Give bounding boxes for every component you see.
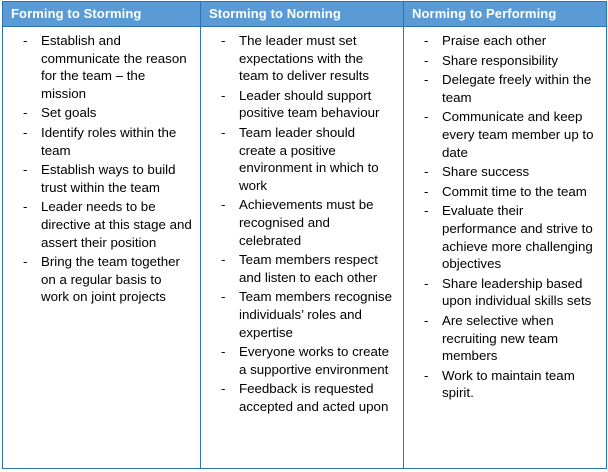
- list-item: [406, 108, 602, 161]
- bullet-marker: -: [23, 162, 28, 178]
- bullet-marker: -: [424, 33, 429, 48]
- list-item-text: Achievements must be recognised and celebrated: [239, 197, 374, 248]
- list-item: [5, 104, 196, 122]
- column-header-norming-to-performing: Norming to Performing: [404, 2, 607, 27]
- table-header-row: [3, 2, 607, 27]
- list-item-text: Bring the team together on a regular basis to work on joint projects: [41, 254, 180, 305]
- bullet-marker: -: [23, 33, 28, 48]
- list-item: [406, 71, 602, 106]
- team-development-matrix: [0, 1, 608, 472]
- list-item: [203, 343, 399, 378]
- bullet-marker: -: [424, 275, 429, 291]
- bullet-marker: -: [424, 203, 429, 219]
- bullet-marker: -: [221, 124, 226, 140]
- list-item-text: The leader must set expectations with the team to deliver results: [239, 33, 370, 84]
- bullet-marker: -: [221, 197, 226, 213]
- list-item: [203, 32, 399, 85]
- list-item: [5, 198, 196, 251]
- list-item: [203, 380, 399, 415]
- bullet-marker: -: [221, 344, 226, 360]
- list-item-text: Leader should support positive team behaviour: [239, 87, 380, 121]
- list-item: [5, 253, 196, 306]
- list-item-text: Set goals: [41, 105, 97, 121]
- list-item-text: Establish ways to build trust within the team: [41, 162, 176, 195]
- list-item-text: Team members respect and listen to each other: [239, 252, 378, 285]
- cell-storming-to-norming: [201, 27, 404, 469]
- list-item-text: Share responsibility: [442, 52, 559, 68]
- list-item: [5, 32, 196, 102]
- list-item: [203, 251, 399, 286]
- list-item: [406, 52, 602, 70]
- bullet-marker: -: [23, 254, 28, 270]
- list-item-text: Are selective when recruiting new team members: [442, 312, 559, 364]
- bullet-marker: -: [424, 183, 429, 199]
- list-item: [5, 124, 196, 159]
- list-item: [203, 196, 399, 249]
- bullet-list-storming-to-norming: [203, 32, 399, 415]
- bullet-list-forming-to-storming: [5, 32, 196, 306]
- list-item-text: Team leader should create a positive environment in which to work: [239, 124, 379, 193]
- column-header-storming-to-norming: Storming to Norming: [201, 2, 404, 27]
- list-item: [406, 367, 602, 402]
- list-item-text: Team members recognise individuals’ roles and expertise: [239, 289, 392, 340]
- list-item-text: Everyone works to create a supportive environment: [239, 344, 390, 377]
- matrix-table: [2, 1, 607, 469]
- list-item: [406, 163, 602, 181]
- list-item: [203, 87, 399, 122]
- list-item: [203, 124, 399, 194]
- bullet-marker: -: [221, 87, 226, 103]
- bullet-list-norming-to-performing: [406, 32, 602, 402]
- bullet-marker: -: [424, 367, 429, 383]
- bullet-marker: -: [424, 164, 429, 180]
- list-item: [203, 288, 399, 341]
- bullet-marker: -: [221, 289, 226, 305]
- list-item: [406, 275, 602, 310]
- bullet-marker: -: [424, 72, 429, 88]
- column-header-forming-to-storming: Forming to Storming: [3, 2, 201, 27]
- bullet-marker: -: [221, 252, 226, 268]
- bullet-marker: -: [23, 105, 28, 121]
- bullet-marker: -: [424, 312, 429, 328]
- list-item-text: Establish and communicate the reason for the team – the mission: [41, 33, 187, 101]
- list-item: [5, 161, 196, 196]
- cell-norming-to-performing: [404, 27, 607, 469]
- list-item-text: Delegate freely within the team: [442, 72, 592, 105]
- table-body-row: [3, 27, 607, 469]
- list-item-text: Leader needs to be directive at this stage and assert their position: [41, 199, 192, 250]
- bullet-marker: -: [23, 199, 28, 215]
- list-item-text: Share leadership based upon individual skills sets: [442, 275, 592, 309]
- list-item-text: Identify roles within the team: [41, 124, 177, 158]
- list-item-text: Work to maintain team spirit.: [442, 367, 575, 401]
- list-item: [406, 312, 602, 365]
- list-item: [406, 32, 602, 50]
- bullet-marker: -: [221, 33, 226, 48]
- list-item-text: Commit time to the team: [442, 183, 587, 199]
- list-item-text: Evaluate their performance and strive to achieve more challenging objectives: [442, 203, 593, 272]
- list-item-text: Praise each other: [442, 33, 547, 48]
- list-item: [406, 183, 602, 201]
- bullet-marker: -: [424, 52, 429, 68]
- bullet-marker: -: [221, 381, 226, 397]
- list-item-text: Feedback is requested accepted and acted upon: [239, 381, 389, 414]
- bullet-marker: -: [424, 109, 429, 125]
- cell-forming-to-storming: [3, 27, 201, 469]
- list-item-text: Communicate and keep every team member up to date: [442, 109, 594, 160]
- bullet-marker: -: [23, 124, 28, 140]
- list-item-text: Share success: [442, 164, 530, 180]
- list-item: [406, 202, 602, 272]
